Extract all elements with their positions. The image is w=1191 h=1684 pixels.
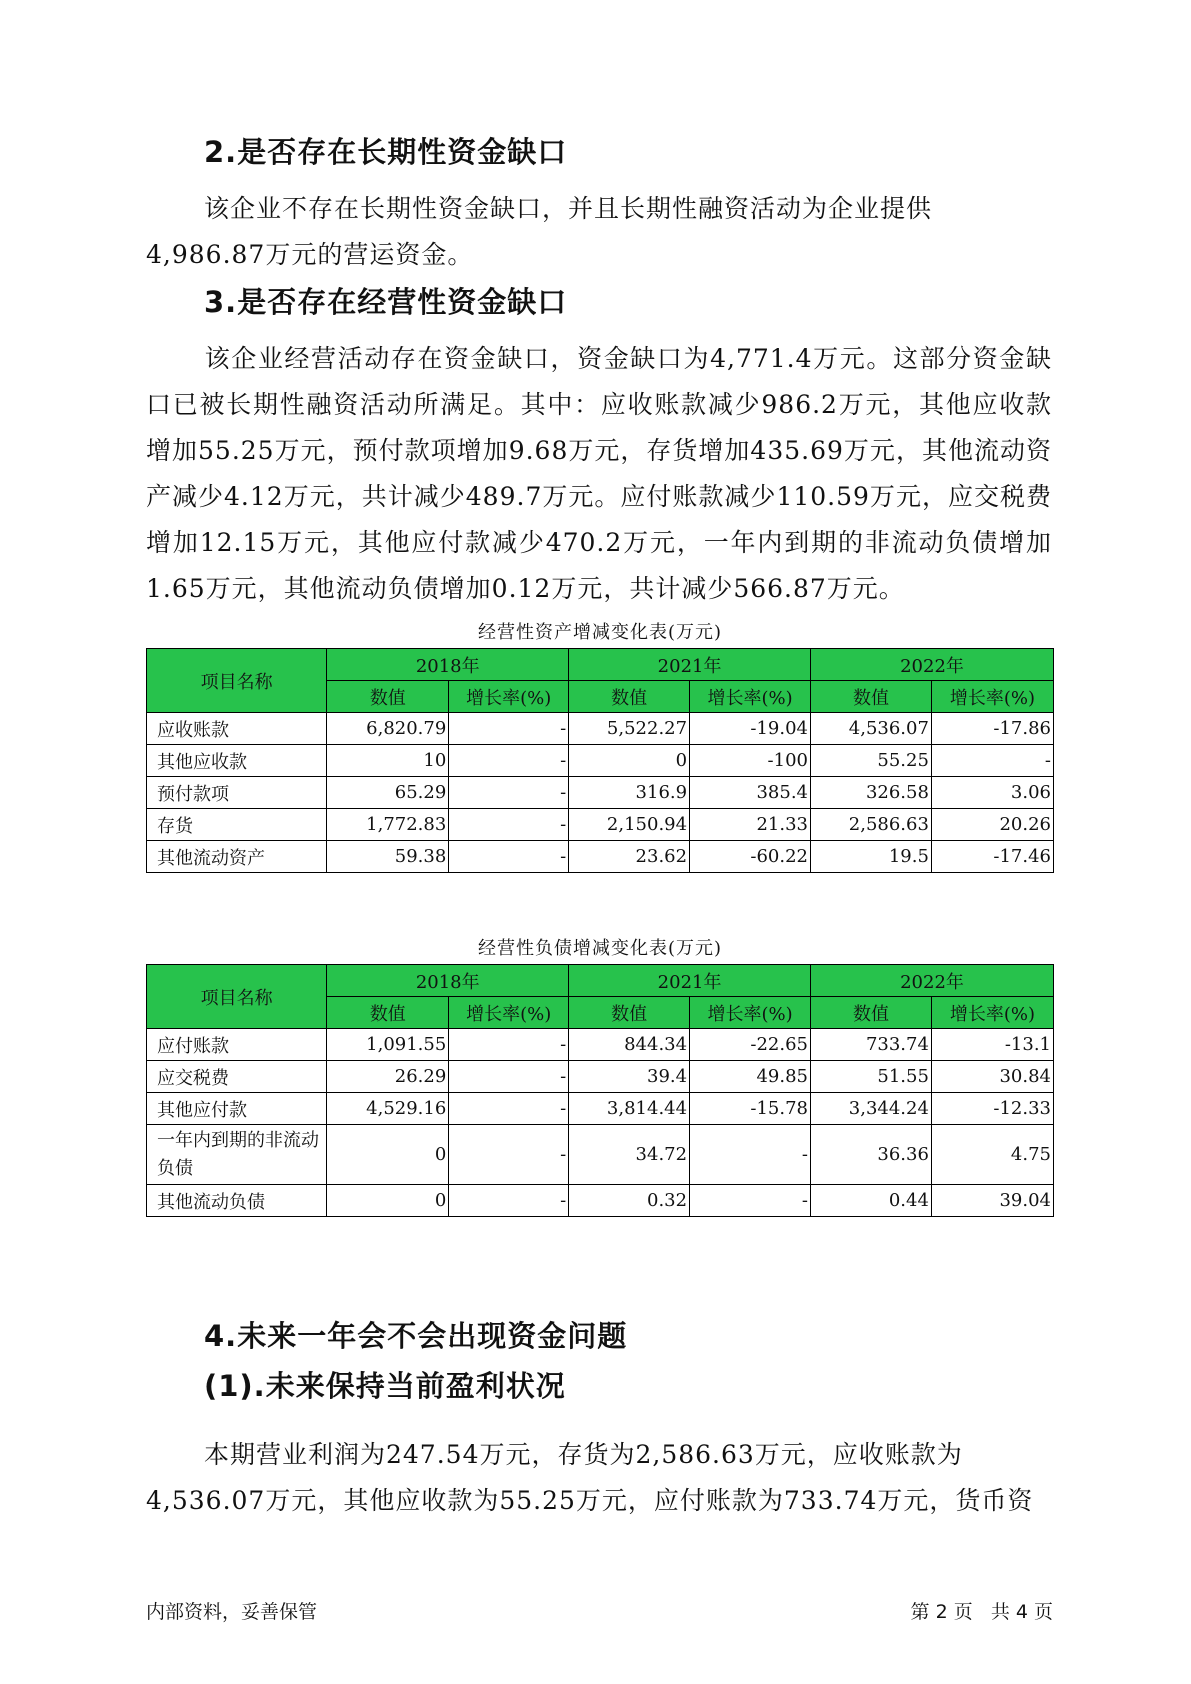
rate-cell: -100 [690,745,811,777]
row-label: 应交税费 [147,1061,327,1093]
year-header: 2018年 [327,965,569,997]
growth-rate-header: 增长率(%) [449,681,569,713]
section-2-title: 2.是否存在长期性资金缺口 [204,135,568,169]
year-header: 2021年 [569,965,811,997]
value-cell: 5,522.27 [569,713,690,745]
year-header: 2018年 [327,649,569,681]
rate-cell: 30.84 [931,1061,1053,1093]
value-cell: 326.58 [811,777,932,809]
value-cell: 39.4 [569,1061,690,1093]
table-row [147,1093,1054,1125]
rate-cell: -60.22 [690,841,811,873]
rate-cell: - [449,1125,569,1185]
rate-cell: - [449,1029,569,1061]
table-row [147,809,1054,841]
row-label: 其他应收款 [147,745,327,777]
section-4-subtitle: (1).未来保持当前盈利状况 [204,1369,566,1403]
value-cell: 844.34 [569,1029,690,1061]
operating-liabilities-table [146,964,1054,1217]
rate-cell: - [449,1093,569,1125]
section-2-line-1: 该企业不存在长期性资金缺口，并且长期性融资活动为企业提供 [204,194,933,223]
value-cell: 10 [327,745,449,777]
footer-page-number: 第 2 页 共 4 页 [910,1601,1053,1623]
section-4-title: 4.未来一年会不会出现资金问题 [204,1319,628,1353]
table-row [147,1029,1054,1061]
value-cell: 59.38 [327,841,449,873]
row-label: 一年内到期的非流动负债 [147,1125,327,1185]
section-3-paragraph [146,336,1052,612]
value-header: 数值 [327,681,449,713]
section-2-paragraph [146,186,1052,278]
value-cell: 34.72 [569,1125,690,1185]
row-label: 其他流动资产 [147,841,327,873]
section-2-line-2: 4,986.87万元的营运资金。 [146,240,474,269]
row-label: 存货 [147,809,327,841]
footer-confidential-note: 内部资料，妥善保管 [146,1601,318,1623]
value-cell: 316.9 [569,777,690,809]
rate-cell: - [449,713,569,745]
item-name-header: 项目名称 [147,965,327,1029]
year-header: 2021年 [569,649,811,681]
value-cell: 3,814.44 [569,1093,690,1125]
rate-cell: - [449,1061,569,1093]
section-4-paragraph [146,1432,1052,1524]
value-cell: 733.74 [811,1029,932,1061]
table-row [147,1185,1054,1217]
rate-cell: - [690,1185,811,1217]
value-cell: 55.25 [811,745,932,777]
rate-cell: 21.33 [690,809,811,841]
section-3-title: 3.是否存在经营性资金缺口 [204,285,568,319]
rate-cell: - [449,841,569,873]
table-1-caption: 经营性资产增减变化表(万元) [477,622,723,643]
value-cell: 4,529.16 [327,1093,449,1125]
value-cell: 0 [327,1185,449,1217]
value-cell: 2,586.63 [811,809,932,841]
operating-assets-table [146,648,1054,873]
table-2-caption: 经营性负债增减变化表(万元) [477,938,723,959]
rate-cell: -15.78 [690,1093,811,1125]
rate-cell: -13.1 [931,1029,1053,1061]
growth-rate-header: 增长率(%) [449,997,569,1029]
value-cell: 1,772.83 [327,809,449,841]
value-header: 数值 [569,997,690,1029]
row-label: 应付账款 [147,1029,327,1061]
rate-cell: - [449,809,569,841]
value-header: 数值 [327,997,449,1029]
section-4-line-1: 本期营业利润为247.54万元，存货为2,586.63万元，应收账款为 [204,1440,963,1469]
rate-cell: 20.26 [931,809,1053,841]
table-row [147,745,1054,777]
value-cell: 0.44 [811,1185,932,1217]
table-row [147,713,1054,745]
value-cell: 4,536.07 [811,713,932,745]
rate-cell: -12.33 [931,1093,1053,1125]
rate-cell: 385.4 [690,777,811,809]
rate-cell: -19.04 [690,713,811,745]
value-header: 数值 [569,681,690,713]
row-label: 其他应付款 [147,1093,327,1125]
rate-cell: 49.85 [690,1061,811,1093]
value-cell: 23.62 [569,841,690,873]
value-cell: 26.29 [327,1061,449,1093]
section-4-line-2: 4,536.07万元，其他应收款为55.25万元，应付账款为733.74万元，货币资 [146,1486,1034,1515]
row-label: 应收账款 [147,713,327,745]
year-header: 2022年 [811,649,1054,681]
rate-cell: 39.04 [931,1185,1053,1217]
value-header: 数值 [811,681,932,713]
rate-cell: - [690,1125,811,1185]
table-row [147,1125,1054,1185]
value-header: 数值 [811,997,932,1029]
growth-rate-header: 增长率(%) [931,997,1053,1029]
value-cell: 36.36 [811,1125,932,1185]
table-row [147,841,1054,873]
growth-rate-header: 增长率(%) [690,997,811,1029]
value-cell: 1,091.55 [327,1029,449,1061]
row-label: 预付款项 [147,777,327,809]
section-3-text: 该企业经营活动存在资金缺口，资金缺口为4,771.4万元。这部分资金缺口已被长期性融资活动所满足。其中：应收账款减少986.2万元，其他应收款增加55.25万元，预付款项增加9.68万元，存货增加435.69万元，其他流动资产减少4.12万元，共计减少489.7万元。应付账款减少110.59万元，应交税费增加12.15万元，其他应付款减少470.2万元，一年内到期的非流动负债增加1.65万元，其他流动负债增加0.12万元，共计减少566.87万元。 [146,344,1052,603]
rate-cell: - [449,777,569,809]
growth-rate-header: 增长率(%) [931,681,1053,713]
rate-cell: -17.46 [931,841,1053,873]
rate-cell: -22.65 [690,1029,811,1061]
value-cell: 0 [327,1125,449,1185]
growth-rate-header: 增长率(%) [690,681,811,713]
rate-cell: -17.86 [931,713,1053,745]
value-cell: 19.5 [811,841,932,873]
rate-cell: 4.75 [931,1125,1053,1185]
rate-cell: - [931,745,1053,777]
row-label: 其他流动负债 [147,1185,327,1217]
value-cell: 0.32 [569,1185,690,1217]
rate-cell: - [449,1185,569,1217]
year-header: 2022年 [811,965,1054,997]
rate-cell: - [449,745,569,777]
value-cell: 0 [569,745,690,777]
rate-cell: 3.06 [931,777,1053,809]
table-row [147,777,1054,809]
value-cell: 6,820.79 [327,713,449,745]
value-cell: 2,150.94 [569,809,690,841]
table-row [147,1061,1054,1093]
value-cell: 3,344.24 [811,1093,932,1125]
value-cell: 51.55 [811,1061,932,1093]
value-cell: 65.29 [327,777,449,809]
item-name-header: 项目名称 [147,649,327,713]
